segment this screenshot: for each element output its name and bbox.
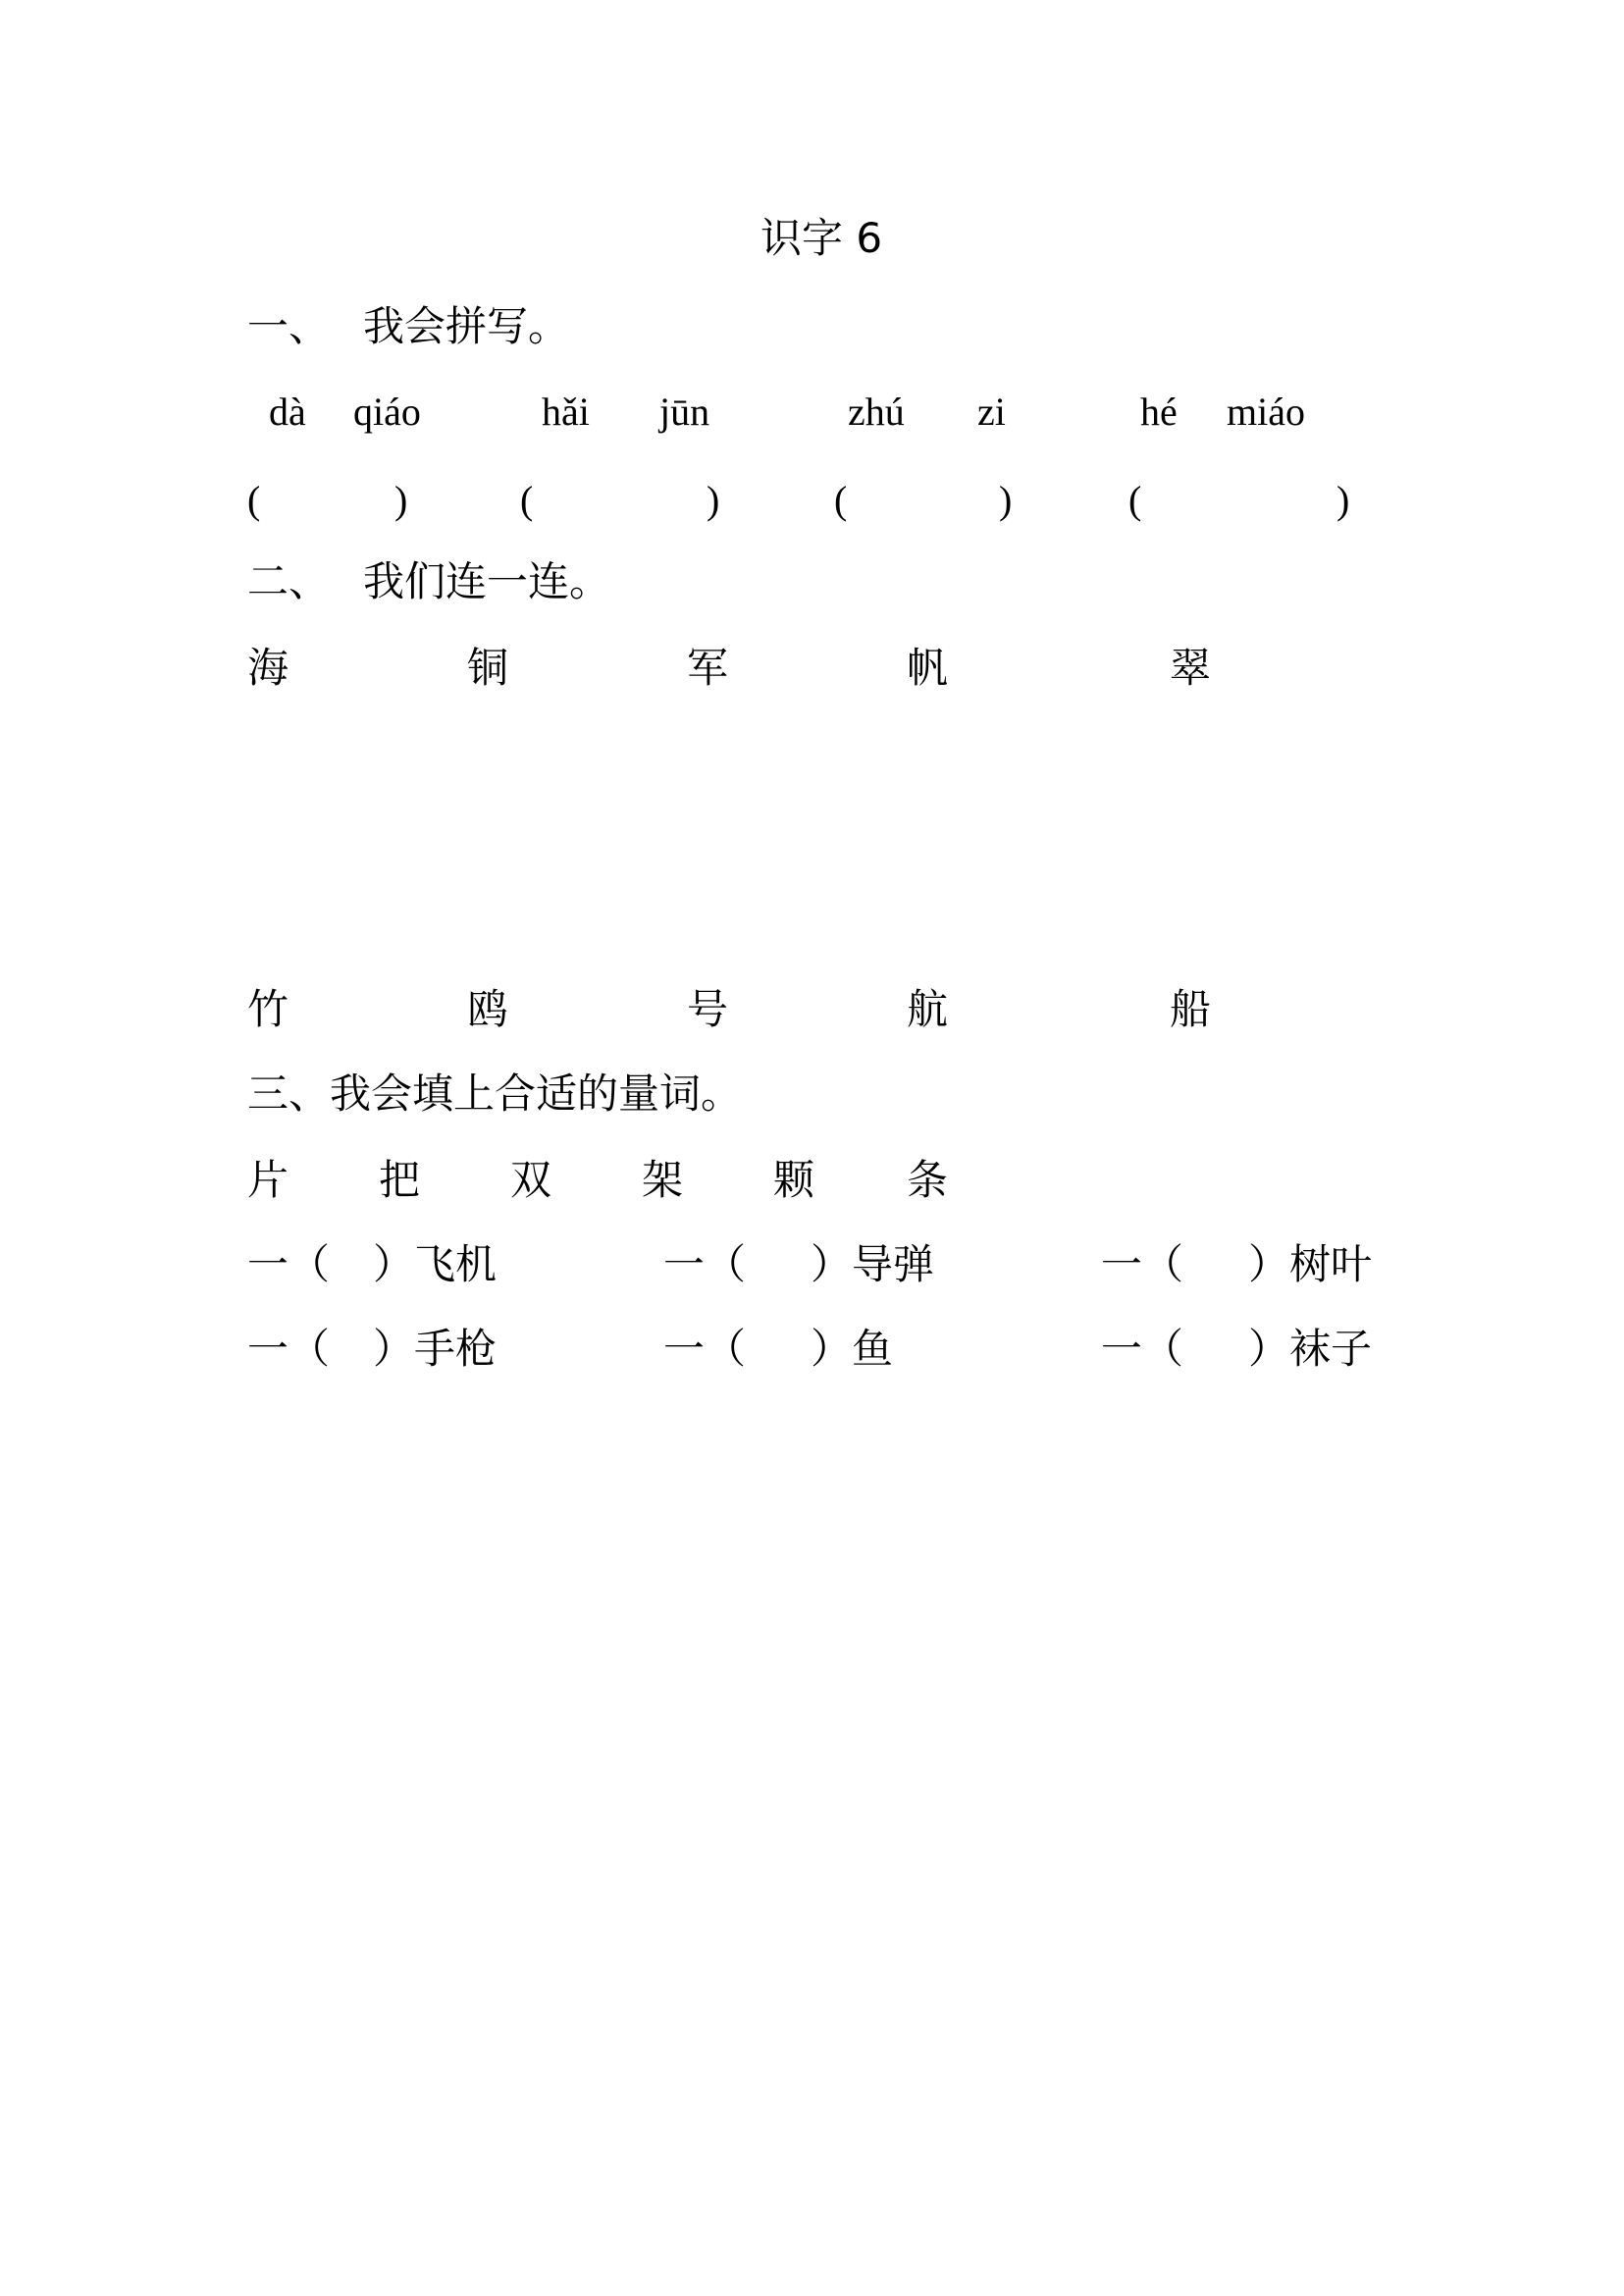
match-char: 帆	[907, 644, 949, 692]
measure-word: 片	[247, 1156, 289, 1204]
open-paren: (	[247, 478, 261, 522]
pinyin-syllable: zhú	[848, 390, 905, 434]
section1-heading: 我会拼写。	[363, 302, 570, 350]
match-char: 鸥	[467, 985, 509, 1033]
pinyin-syllable: miáo	[1227, 390, 1305, 434]
match-char: 号	[687, 985, 729, 1033]
fill-in-suffix: ）鱼	[811, 1325, 894, 1373]
section1-number: 一、	[247, 302, 331, 350]
section3-heading: 三、我会填上合适的量词。	[247, 1070, 743, 1118]
match-char: 航	[907, 985, 949, 1033]
page-title: 识字 6	[760, 214, 883, 262]
match-char: 船	[1170, 985, 1212, 1033]
pinyin-syllable: zi	[977, 390, 1006, 434]
open-paren: (	[520, 478, 534, 522]
fill-in-prefix: 一（	[663, 1240, 747, 1288]
fill-in-prefix: 一（	[1101, 1325, 1184, 1373]
fill-in-suffix: ）导弹	[811, 1240, 935, 1288]
close-paren: )	[999, 478, 1013, 522]
fill-in-prefix: 一（	[247, 1325, 331, 1373]
fill-in-prefix: 一（	[663, 1325, 747, 1373]
fill-in-suffix: ）树叶	[1248, 1240, 1373, 1288]
fill-in-suffix: ）袜子	[1248, 1325, 1373, 1373]
match-char: 翠	[1170, 644, 1212, 692]
measure-word: 条	[907, 1156, 949, 1204]
section2-heading: 我们连一连。	[363, 557, 611, 605]
pinyin-syllable: jūn	[659, 390, 710, 434]
open-paren: (	[1128, 478, 1142, 522]
fill-in-prefix: 一（	[1101, 1240, 1184, 1288]
measure-word: 颗	[773, 1156, 815, 1204]
fill-in-suffix: ）飞机	[373, 1240, 498, 1288]
pinyin-syllable: dà	[269, 390, 306, 434]
measure-word: 架	[642, 1156, 684, 1204]
close-paren: )	[707, 478, 720, 522]
match-char: 军	[687, 644, 729, 692]
match-char: 海	[247, 644, 289, 692]
fill-in-prefix: 一（	[247, 1240, 331, 1288]
match-char: 铜	[467, 644, 509, 692]
pinyin-syllable: hǎi	[542, 390, 590, 434]
pinyin-syllable: hé	[1140, 390, 1178, 434]
fill-in-suffix: ）手枪	[373, 1325, 498, 1373]
close-paren: )	[394, 478, 408, 522]
match-char: 竹	[247, 985, 289, 1033]
pinyin-syllable: qiáo	[353, 390, 421, 434]
section2-number: 二、	[247, 557, 331, 605]
open-paren: (	[834, 478, 848, 522]
close-paren: )	[1336, 478, 1350, 522]
measure-word: 把	[379, 1156, 421, 1204]
measure-word: 双	[510, 1156, 552, 1204]
